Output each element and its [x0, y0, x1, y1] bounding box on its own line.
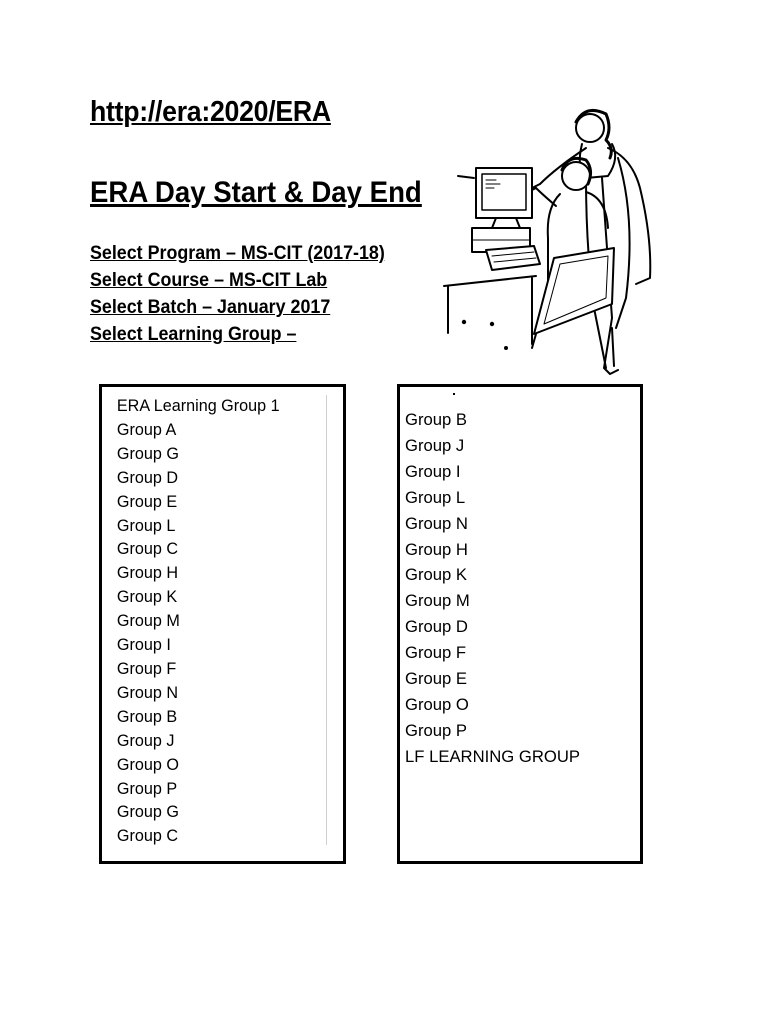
right-group-list-item[interactable]: LF LEARNING GROUP [405, 746, 580, 766]
step-select-learning-group: Select Learning Group – [90, 324, 297, 345]
left-group-list-item[interactable]: Group N [116, 683, 179, 702]
left-group-list-item[interactable]: Group J [116, 731, 175, 750]
stray-dot [453, 393, 455, 395]
left-group-list-item[interactable]: Group M [116, 612, 180, 631]
left-group-list-item[interactable]: Group G [116, 803, 179, 822]
left-group-list-item[interactable]: Group C [116, 540, 179, 559]
right-group-list-item[interactable]: Group O [405, 694, 469, 714]
right-group-list-item[interactable]: Group M [405, 591, 470, 611]
learning-group-listbox[interactable] [112, 395, 327, 845]
left-group-list-item[interactable]: Group F [116, 659, 177, 678]
right-group-list-item[interactable]: Group P [405, 720, 468, 740]
right-group-list-item[interactable]: Group D [405, 617, 468, 637]
left-group-list-item[interactable]: Group G [116, 444, 179, 463]
learning-group-list-right[interactable] [397, 384, 643, 864]
right-group-list-item[interactable]: Group E [405, 669, 468, 689]
step-select-program: Select Program – MS-CIT (2017-18) [90, 243, 385, 264]
teacher-student-computer-illustration [436, 98, 668, 380]
right-group-list-item[interactable]: Group B [405, 410, 468, 429]
right-group-list-item[interactable]: Group F [405, 643, 467, 663]
left-group-list-item[interactable]: Group D [116, 468, 179, 487]
right-group-list-item[interactable]: Group J [405, 435, 465, 455]
right-group-list-item[interactable]: Group N [405, 513, 468, 533]
left-group-list-item[interactable]: Group K [116, 588, 178, 607]
right-group-list-item[interactable]: Group I [405, 461, 461, 481]
left-group-list-item[interactable]: Group I [116, 636, 171, 655]
left-group-list-item[interactable]: Group C [116, 827, 179, 846]
left-group-list-item[interactable]: Group P [116, 779, 178, 798]
left-group-list-item[interactable]: ERA Learning Group 1 [116, 397, 280, 415]
era-url-link[interactable]: http://era:2020/ERA [90, 96, 331, 128]
selection-steps [90, 240, 385, 348]
left-group-list-item[interactable]: Group O [116, 755, 179, 774]
left-group-list-item[interactable]: Group H [116, 564, 179, 583]
right-group-items [405, 407, 584, 770]
left-group-list-item[interactable]: Group A [116, 420, 177, 439]
page-title: ERA Day Start & Day End [90, 176, 422, 209]
step-select-course: Select Course – MS-CIT Lab [90, 270, 328, 291]
right-group-list-item[interactable]: Group K [405, 565, 468, 585]
left-group-list-item[interactable]: Group B [116, 707, 178, 726]
left-group-items [112, 395, 326, 849]
right-group-list-item[interactable]: Group L [405, 487, 466, 507]
left-group-list-item[interactable]: Group E [116, 492, 178, 511]
learning-group-list-left[interactable] [99, 384, 346, 864]
left-group-list-item[interactable]: Group L [116, 516, 176, 535]
right-group-list-item[interactable]: Group H [405, 539, 468, 559]
step-select-batch: Select Batch – January 2017 [90, 297, 331, 318]
